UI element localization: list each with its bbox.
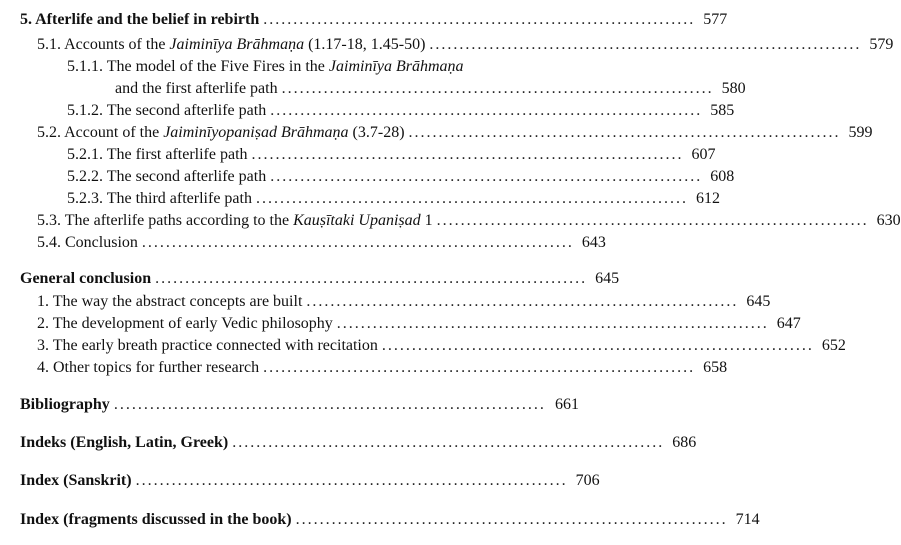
leader-dots: ........................................................................: [155, 270, 588, 287]
leader-dots: ........................................................................: [113, 396, 546, 413]
leader-dots: ........................................................................: [141, 234, 574, 251]
entry-title-text: 5.1. Accounts of the: [37, 36, 170, 53]
entry-title-suffix: 1: [420, 212, 433, 229]
toc-entry-5-3[interactable]: [0, 211, 901, 231]
toc-entry-general-conclusion[interactable]: [0, 269, 620, 289]
toc-entry-chapter-5[interactable]: [0, 10, 728, 30]
entry-title-italic: Jaiminīya Brāhmaṇa: [328, 58, 464, 75]
entry-title: 2. The development of early Vedic philosophy: [37, 315, 333, 332]
toc-entry-5-2-1[interactable]: [0, 145, 716, 165]
page-number: 599: [848, 124, 873, 141]
page-number: 714: [735, 511, 760, 528]
entry-title: 5.2.1. The first afterlife path: [67, 146, 248, 163]
toc-entry-5-1-1[interactable]: [0, 79, 746, 99]
leader-dots: ........................................................................: [381, 337, 814, 354]
toc-entry-5-1-2[interactable]: [0, 101, 735, 121]
leader-dots: ........................................................................: [263, 359, 696, 376]
toc-entry-gc-3[interactable]: [0, 336, 846, 356]
entry-title: [37, 211, 433, 231]
entry-title: 5.1.2. The second afterlife path: [67, 102, 267, 119]
entry-title-suffix: (3.7-28): [348, 124, 405, 141]
entry-title: [37, 123, 405, 143]
page-number: 612: [695, 190, 720, 207]
entry-title: Index (Sanskrit): [20, 472, 132, 489]
toc-entry-index-sanskrit[interactable]: [0, 471, 600, 491]
entry-title: [37, 35, 425, 55]
page-number: 658: [703, 359, 728, 376]
leader-dots: ........................................................................: [232, 434, 665, 451]
entry-title: Bibliography: [20, 396, 110, 413]
entry-title: 5.2.3. The third afterlife path: [67, 190, 252, 207]
entry-title: General conclusion: [20, 270, 152, 287]
entry-title: Indeks (English, Latin, Greek): [20, 434, 229, 451]
toc-entry-index-fragments[interactable]: [0, 510, 760, 530]
entry-title: 5.4. Conclusion: [37, 234, 138, 251]
leader-dots: ........................................................................: [281, 80, 714, 97]
page-number: 608: [710, 168, 735, 185]
leader-dots: ........................................................................: [255, 190, 688, 207]
page-number: 661: [555, 396, 579, 413]
entry-title: 5.2.2. The second afterlife path: [67, 168, 267, 185]
leader-dots: ........................................................................: [408, 124, 841, 141]
toc-entry-5-4[interactable]: [0, 233, 606, 253]
entry-title-suffix: (1.17-18, 1.45-50): [304, 36, 426, 53]
entry-title: 4. Other topics for further research: [37, 359, 260, 376]
leader-dots: ........................................................................: [135, 472, 568, 489]
toc-entry-5-2-2[interactable]: [0, 167, 735, 187]
leader-dots: ........................................................................: [336, 315, 769, 332]
toc-entry-5-1-1-line1[interactable]: [67, 57, 464, 77]
toc-entry-gc-1[interactable]: [0, 292, 771, 312]
toc-entry-index-english[interactable]: [0, 433, 697, 453]
page-number: 706: [575, 472, 600, 489]
entry-title: 3. The early breath practice connected with recitation: [37, 337, 378, 354]
page-number: 647: [776, 315, 801, 332]
toc-entry-bibliography[interactable]: [0, 395, 600, 415]
page-number: 585: [710, 102, 735, 119]
entry-title-text: 5.2. Account of the: [37, 124, 164, 141]
leader-dots: ........................................................................: [263, 11, 696, 28]
toc-entry-5-2-3[interactable]: [0, 189, 720, 209]
page-number: 643: [581, 234, 606, 251]
entry-title: 5. Afterlife and the belief in rebirth: [20, 11, 260, 28]
leader-dots: ........................................................................: [295, 511, 728, 528]
entry-title: 1. The way the abstract concepts are built: [37, 293, 303, 310]
leader-dots: ........................................................................: [306, 293, 739, 310]
toc-entry-5-2[interactable]: [0, 123, 873, 143]
page-number: 630: [876, 212, 901, 229]
leader-dots: ........................................................................: [251, 146, 684, 163]
entry-title-text: 5.1.1. The model of the Five Fires in the: [67, 58, 329, 75]
toc-entry-5-1[interactable]: [0, 35, 894, 55]
entry-title-text: 5.3. The afterlife paths according to the: [37, 212, 294, 229]
leader-dots: ........................................................................: [429, 36, 862, 53]
leader-dots: ........................................................................: [270, 102, 703, 119]
entry-title-italic: Kauṣītaki Upaniṣad: [293, 212, 421, 229]
leader-dots: ........................................................................: [270, 168, 703, 185]
page-number: 645: [746, 293, 771, 310]
toc-entry-gc-4[interactable]: [0, 358, 728, 378]
entry-title: Index (fragments discussed in the book): [20, 511, 292, 528]
page-number: 579: [869, 36, 894, 53]
page-number: 686: [672, 434, 697, 451]
entry-title-italic: Jaiminīyopaniṣad Brāhmaṇa: [163, 124, 349, 141]
toc-entry-gc-2[interactable]: [0, 314, 801, 334]
entry-title-italic: Jaiminīya Brāhmaṇa: [169, 36, 305, 53]
page-number: 652: [821, 337, 846, 354]
page-number: 607: [691, 146, 716, 163]
page-number: 577: [703, 11, 728, 28]
page-number: 580: [721, 80, 746, 97]
leader-dots: ........................................................................: [436, 212, 869, 229]
entry-title: and the first afterlife path: [115, 80, 278, 97]
page-number: 645: [595, 270, 620, 287]
